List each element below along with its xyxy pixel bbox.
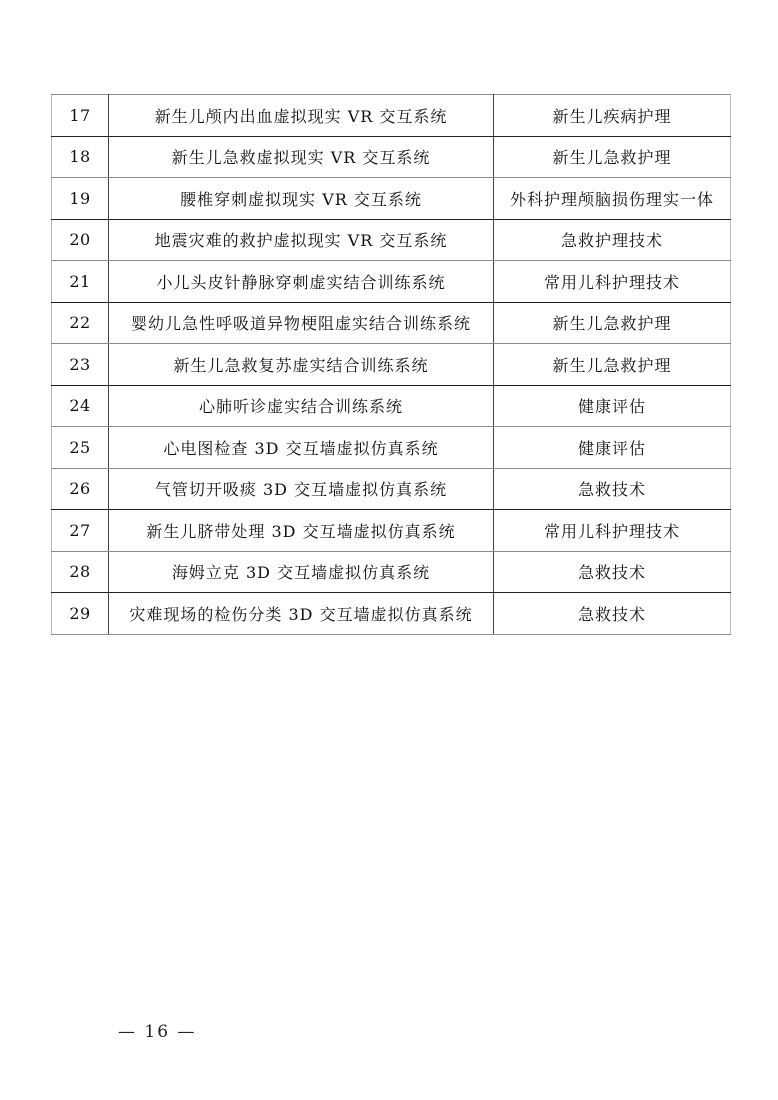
table-row <box>52 136 731 178</box>
row-number: 25 <box>52 427 109 469</box>
system-name: 气管切开吸痰 3D 交互墙虚拟仿真系统 <box>109 468 494 510</box>
system-name: 新生儿颅内出血虚拟现实 VR 交互系统 <box>109 95 494 137</box>
course-name: 新生儿急救护理 <box>494 344 731 386</box>
row-number: 27 <box>52 510 109 552</box>
course-name: 急救技术 <box>494 593 731 635</box>
table-row <box>52 427 731 469</box>
table-row <box>52 219 731 261</box>
table-row <box>52 95 731 137</box>
system-name: 腰椎穿刺虚拟现实 VR 交互系统 <box>109 178 494 220</box>
row-number: 18 <box>52 136 109 178</box>
course-name: 急救技术 <box>494 551 731 593</box>
row-number: 26 <box>52 468 109 510</box>
system-name: 新生儿急救虚拟现实 VR 交互系统 <box>109 136 494 178</box>
system-name: 小儿头皮针静脉穿刺虚实结合训练系统 <box>109 261 494 303</box>
course-name: 外科护理颅脑损伤理实一体 <box>494 178 731 220</box>
course-name: 新生儿急救护理 <box>494 302 731 344</box>
course-name: 常用儿科护理技术 <box>494 510 731 552</box>
row-number: 23 <box>52 344 109 386</box>
system-name: 婴幼儿急性呼吸道异物梗阻虚实结合训练系统 <box>109 302 494 344</box>
row-number: 21 <box>52 261 109 303</box>
table-row <box>52 344 731 386</box>
course-name: 新生儿急救护理 <box>494 136 731 178</box>
course-name: 健康评估 <box>494 427 731 469</box>
system-name: 地震灾难的救护虚拟现实 VR 交互系统 <box>109 219 494 261</box>
system-name: 心电图检查 3D 交互墙虚拟仿真系统 <box>109 427 494 469</box>
system-name: 灾难现场的检伤分类 3D 交互墙虚拟仿真系统 <box>109 593 494 635</box>
course-name: 急救技术 <box>494 468 731 510</box>
course-name: 常用儿科护理技术 <box>494 261 731 303</box>
table-row <box>52 510 731 552</box>
system-name: 新生儿急救复苏虚实结合训练系统 <box>109 344 494 386</box>
table-row <box>52 593 731 635</box>
system-table <box>51 94 731 635</box>
page-number: — 16 — <box>118 1022 197 1042</box>
course-name: 新生儿疾病护理 <box>494 95 731 137</box>
table-row <box>52 468 731 510</box>
row-number: 19 <box>52 178 109 220</box>
table-row <box>52 261 731 303</box>
row-number: 22 <box>52 302 109 344</box>
table-row <box>52 551 731 593</box>
course-name: 急救护理技术 <box>494 219 731 261</box>
course-name: 健康评估 <box>494 385 731 427</box>
row-number: 29 <box>52 593 109 635</box>
row-number: 17 <box>52 95 109 137</box>
table-row <box>52 302 731 344</box>
system-table-container <box>51 94 728 635</box>
row-number: 28 <box>52 551 109 593</box>
system-name: 新生儿脐带处理 3D 交互墙虚拟仿真系统 <box>109 510 494 552</box>
row-number: 20 <box>52 219 109 261</box>
table-row <box>52 178 731 220</box>
table-row <box>52 385 731 427</box>
system-name: 心肺听诊虚实结合训练系统 <box>109 385 494 427</box>
row-number: 24 <box>52 385 109 427</box>
system-name: 海姆立克 3D 交互墙虚拟仿真系统 <box>109 551 494 593</box>
